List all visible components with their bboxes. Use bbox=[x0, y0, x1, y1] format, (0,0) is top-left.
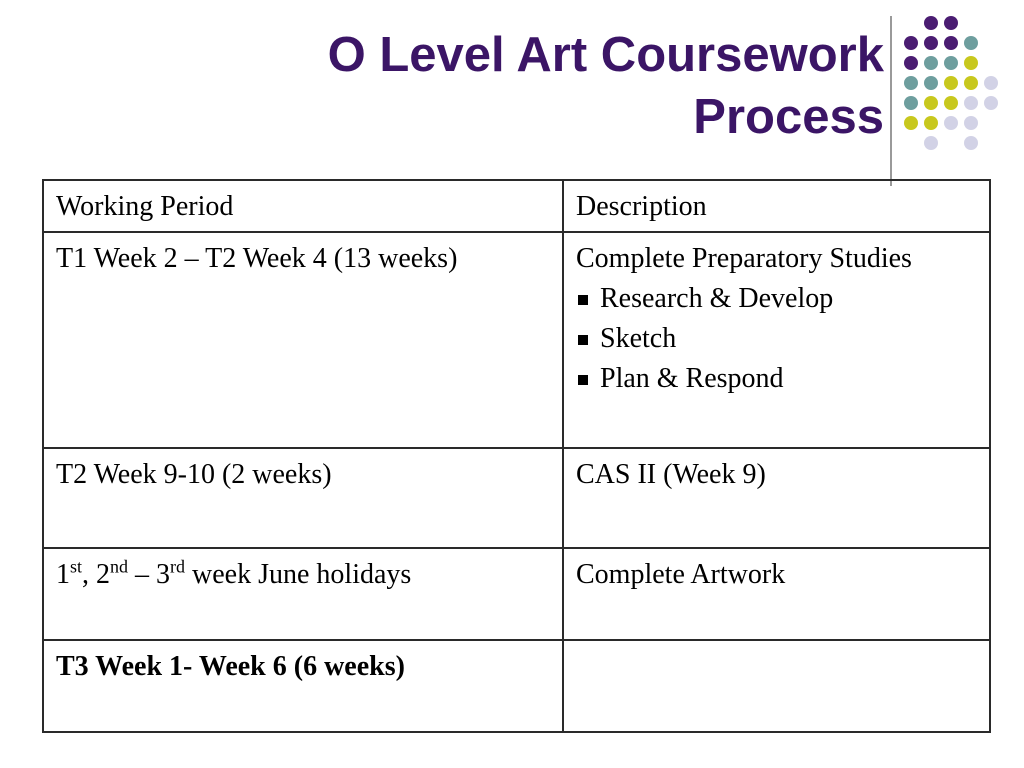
table-row bbox=[43, 548, 990, 640]
period-cell: T2 Week 9-10 (2 weeks) bbox=[43, 448, 563, 548]
bullet-item: Sketch bbox=[576, 319, 977, 359]
decorative-dot bbox=[944, 36, 958, 50]
decorative-dot bbox=[964, 36, 978, 50]
table-header-row bbox=[43, 180, 990, 232]
decorative-dot bbox=[964, 116, 978, 130]
decorative-dot bbox=[904, 36, 918, 50]
decorative-dot bbox=[984, 76, 998, 90]
decorative-dot bbox=[924, 56, 938, 70]
header-working-period: Working Period bbox=[43, 180, 563, 232]
slide-title bbox=[184, 24, 884, 148]
decorative-dot bbox=[944, 96, 958, 110]
slide-title-line-1: O Level Art Coursework bbox=[327, 28, 884, 82]
decorative-dot bbox=[924, 96, 938, 110]
decorative-dot bbox=[944, 56, 958, 70]
description-cell: Complete Artwork bbox=[563, 548, 990, 640]
period-cell: T1 Week 2 – T2 Week 4 (13 weeks) bbox=[43, 232, 563, 448]
decorative-dot bbox=[904, 76, 918, 90]
decorative-dot bbox=[924, 16, 938, 30]
header-description: Description bbox=[563, 180, 990, 232]
slide-title-line-2: Process bbox=[693, 90, 884, 144]
period-text: week June holidays bbox=[185, 559, 412, 590]
table-row bbox=[43, 448, 990, 548]
bullet-item: Plan & Respond bbox=[576, 359, 977, 399]
description-cell bbox=[563, 640, 990, 732]
decorative-dot-grid bbox=[904, 16, 1016, 166]
schedule-table bbox=[42, 179, 991, 733]
decorative-dot bbox=[984, 96, 998, 110]
table-row bbox=[43, 640, 990, 732]
description-text: Complete Preparatory Studies bbox=[576, 243, 912, 274]
decorative-dot bbox=[964, 96, 978, 110]
ordinal-suffix: nd bbox=[110, 556, 129, 577]
decorative-dot bbox=[904, 116, 918, 130]
decorative-dot bbox=[924, 76, 938, 90]
decorative-dot bbox=[924, 136, 938, 150]
description-cell: CAS II (Week 9) bbox=[563, 448, 990, 548]
decorative-dot bbox=[964, 56, 978, 70]
decorative-dot bbox=[924, 36, 938, 50]
decorative-dot bbox=[904, 56, 918, 70]
separator: , bbox=[82, 559, 97, 590]
decorative-dot bbox=[964, 136, 978, 150]
decorative-dot bbox=[944, 16, 958, 30]
description-cell bbox=[563, 232, 990, 448]
decorative-dot bbox=[944, 76, 958, 90]
decorative-dot bbox=[964, 76, 978, 90]
ordinal-number: 1 bbox=[56, 559, 70, 590]
decorative-dot bbox=[904, 96, 918, 110]
ordinal-number: 2 bbox=[96, 559, 111, 590]
separator: – bbox=[128, 559, 157, 590]
decorative-dot bbox=[944, 116, 958, 130]
divider-line bbox=[890, 16, 892, 186]
ordinal-number: 3 bbox=[156, 559, 171, 590]
decorative-dot bbox=[924, 116, 938, 130]
ordinal-suffix: rd bbox=[170, 556, 186, 577]
period-cell: T3 Week 1- Week 6 (6 weeks) bbox=[43, 640, 563, 732]
period-cell bbox=[43, 548, 563, 640]
table-row bbox=[43, 232, 990, 448]
bullet-list bbox=[576, 279, 977, 399]
ordinal-suffix: st bbox=[70, 556, 83, 577]
bullet-item: Research & Develop bbox=[576, 279, 977, 319]
